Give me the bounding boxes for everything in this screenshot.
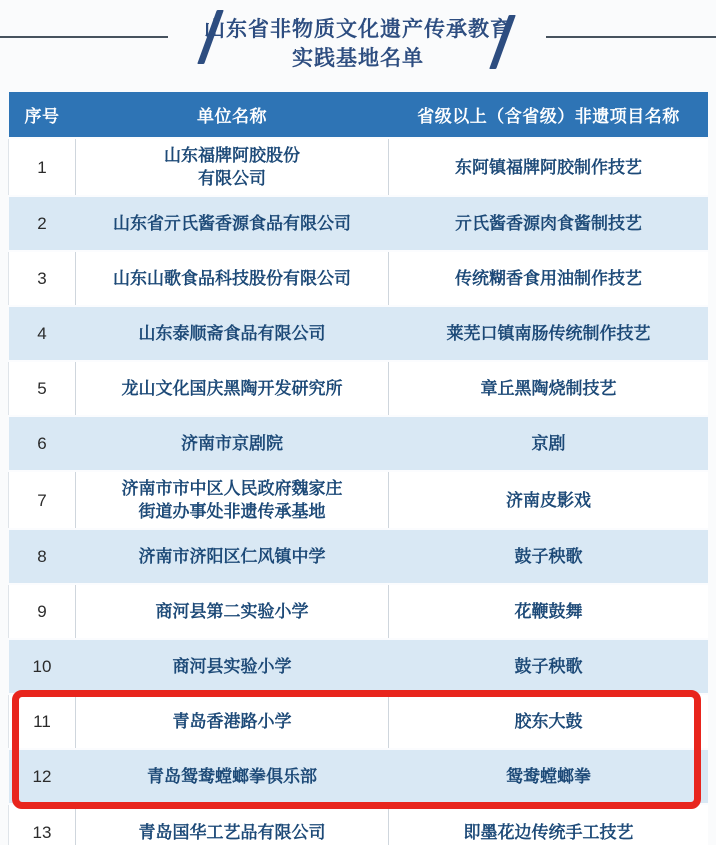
unit-name: 青岛鸳鸯螳螂拳俱乐部 [76,749,389,804]
row-number: 4 [9,306,76,361]
row-number: 3 [9,251,76,306]
table-row [9,804,709,845]
unit-name: 商河县实验小学 [76,639,389,694]
unit-name: 青岛香港路小学 [76,694,389,749]
table-row [9,361,709,416]
project-name: 花鞭鼓舞 [389,584,709,639]
project-name: 亓氏酱香源肉食酱制技艺 [389,196,709,251]
unit-name: 商河县第二实验小学 [76,584,389,639]
table-row [9,749,709,804]
row-number: 9 [9,584,76,639]
unit-name: 青岛国华工艺品有限公司 [76,804,389,845]
unit-name: 山东省亓氏酱香源食品有限公司 [76,196,389,251]
unit-name: 济南市市中区人民政府魏家庄 街道办事处非遗传承基地 [76,471,389,529]
project-name: 传统糊香食用油制作技艺 [389,251,709,306]
row-number: 7 [9,471,76,529]
table-row [9,694,709,749]
table-body [9,138,709,845]
header-serial-number: 序号 [9,92,76,138]
project-name: 章丘黑陶烧制技艺 [389,361,709,416]
unit-name: 山东山歌食品科技股份有限公司 [76,251,389,306]
table-section [8,92,708,845]
page-title-line2: 实践基地名单 [292,47,424,70]
row-number: 5 [9,361,76,416]
row-number: 11 [9,694,76,749]
project-name: 京剧 [389,416,709,471]
title-area [0,0,716,92]
header-unit-name: 单位名称 [76,92,389,138]
project-name: 胶东大鼓 [389,694,709,749]
row-number: 2 [9,196,76,251]
row-number: 10 [9,639,76,694]
project-name: 鼓子秧歌 [389,639,709,694]
table-row [9,471,709,529]
unit-name: 济南市济阳区仁风镇中学 [76,529,389,584]
row-number: 1 [9,138,76,196]
project-name: 即墨花边传统手工技艺 [389,804,709,845]
page-title-line1: 山东省非物质文化遗产传承教育 [204,18,512,41]
project-name: 鸳鸯螳螂拳 [389,749,709,804]
unit-name: 山东泰顺斋食品有限公司 [76,306,389,361]
header-project-name: 省级以上（含省级）非遗项目名称 [389,92,709,138]
table-row [9,529,709,584]
row-number: 6 [9,416,76,471]
table-row [9,416,709,471]
table-row [9,306,709,361]
row-number: 12 [9,749,76,804]
row-number: 13 [9,804,76,845]
project-name: 济南皮影戏 [389,471,709,529]
project-name: 莱芜口镇南肠传统制作技艺 [389,306,709,361]
unit-name: 济南市京剧院 [76,416,389,471]
project-name: 东阿镇福牌阿胶制作技艺 [389,138,709,196]
table-row [9,196,709,251]
table-row [9,584,709,639]
unit-name: 山东福牌阿胶股份 有限公司 [76,138,389,196]
table-row [9,138,709,196]
heritage-table [8,92,708,845]
project-name: 鼓子秧歌 [389,529,709,584]
row-number: 8 [9,529,76,584]
table-header-row [9,92,709,138]
unit-name: 龙山文化国庆黑陶开发研究所 [76,361,389,416]
table-row [9,251,709,306]
table-row [9,639,709,694]
